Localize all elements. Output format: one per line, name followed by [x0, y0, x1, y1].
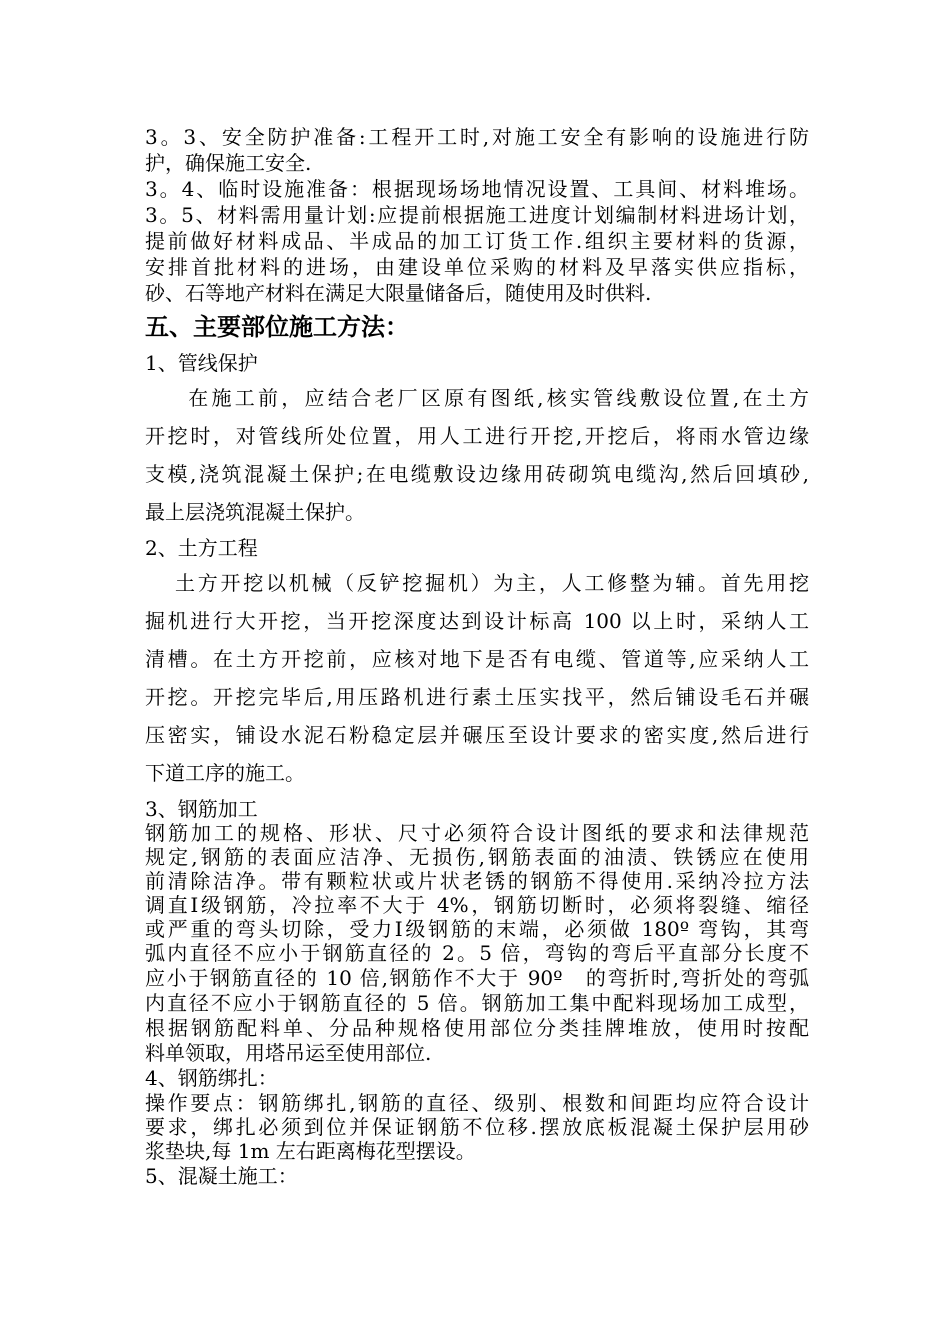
text-line: 安排首批材料的进场，由建设单位采购的材料及早落实供应指标，	[145, 255, 809, 279]
text-line: 弧内直径不应小于钢筋直径的 2。5 倍，弯钩的弯后平直部分长度不	[145, 941, 809, 965]
text-line: 3。3、安全防护准备:工程开工时,对施工安全有影响的设施进行防	[145, 125, 809, 149]
text-line: 在施工前，应结合老厂区原有图纸,核实管线敷设位置,在土方	[165, 386, 809, 410]
text-line: 规定,钢筋的表面应洁净、无损伤,钢筋表面的油渍、铁锈应在使用	[145, 845, 809, 869]
text-line: 下道工序的施工。	[145, 761, 305, 785]
text-line: 开挖。开挖完毕后,用压路机进行素土压实找平，然后铺设毛石并碾	[145, 685, 809, 709]
text-line: 调直Ⅰ级钢筋，冷拉率不大于 4%，钢筋切断时，必须将裂缝、缩径	[145, 893, 809, 917]
text-line: 护，确保施工安全.	[145, 151, 312, 175]
text-line: 掘机进行大开挖，当开挖深度达到设计标高 100 以上时，采纳人工	[145, 609, 809, 633]
text-line: 支模,浇筑混凝土保护;在电缆敷设边缘用砖砌筑电缆沟,然后回填砂,	[145, 462, 809, 486]
subsection-heading: 3、钢筋加工	[145, 797, 258, 821]
text-line: 应小于钢筋直径的 10 倍,钢筋作不大于 90º 的弯折时,弯折处的弯弧	[145, 966, 809, 990]
text-line: 清槽。在土方开挖前，应核对地下是否有电缆、管道等,应采纳人工	[145, 647, 809, 671]
text-line: 要求，绑扎必须到位并保证钢筋不位移.摆放底板混凝土保护层用砂	[145, 1115, 809, 1139]
text-line: 提前做好材料成品、半成品的加工订货工作.组织主要材料的货源，	[145, 229, 809, 253]
text-line: 钢筋加工的规格、形状、尺寸必须符合设计图纸的要求和法律规范	[145, 821, 809, 845]
section-heading: 五、主要部位施工方法：	[145, 312, 409, 341]
text-line: 前清除洁净。带有颗粒状或片状老锈的钢筋不得使用.采纳冷拉方法	[145, 869, 809, 893]
text-line: 操作要点：钢筋绑扎,钢筋的直径、级别、根数和间距均应符合设计	[145, 1091, 809, 1115]
subsection-heading: 1、管线保护	[145, 351, 258, 375]
subsection-heading: 4、钢筋绑扎：	[145, 1066, 278, 1090]
text-line: 3。5、材料需用量计划:应提前根据施工进度计划编制材料进场计划，	[145, 203, 809, 227]
subsection-heading: 5、混凝土施工：	[145, 1164, 298, 1188]
text-line: 浆垫块,每 1m 左右距离梅花型摆设。	[145, 1139, 476, 1163]
text-line: 压密实，铺设水泥石粉稳定层并碾压至设计要求的密实度,然后进行	[145, 723, 809, 747]
subsection-heading: 2、土方工程	[145, 536, 258, 560]
text-line: 3。4、临时设施准备：根据现场场地情况设置、工具间、材料堆场。	[145, 177, 809, 201]
text-line: 砂、石等地产材料在满足大限量储备后，随使用及时供料.	[145, 281, 652, 305]
text-line: 土方开挖以机械（反铲挖掘机）为主，人工修整为辅。首先用挖	[175, 571, 809, 595]
text-line: 最上层浇筑混凝土保护。	[145, 500, 365, 524]
text-line: 或严重的弯头切除，受力Ⅰ级钢筋的末端，必须做 180º 弯钩，其弯	[145, 917, 809, 941]
text-line: 料单领取，用塔吊运至使用部位.	[145, 1041, 432, 1065]
text-line: 根据钢筋配料单、分品种规格使用部位分类挂牌堆放，使用时按配	[145, 1016, 809, 1040]
text-line: 内直径不应小于钢筋直径的 5 倍。钢筋加工集中配料现场加工成型，	[145, 991, 809, 1015]
text-line: 开挖时，对管线所处位置，用人工进行开挖,开挖后，将雨水管边缘	[145, 424, 809, 448]
